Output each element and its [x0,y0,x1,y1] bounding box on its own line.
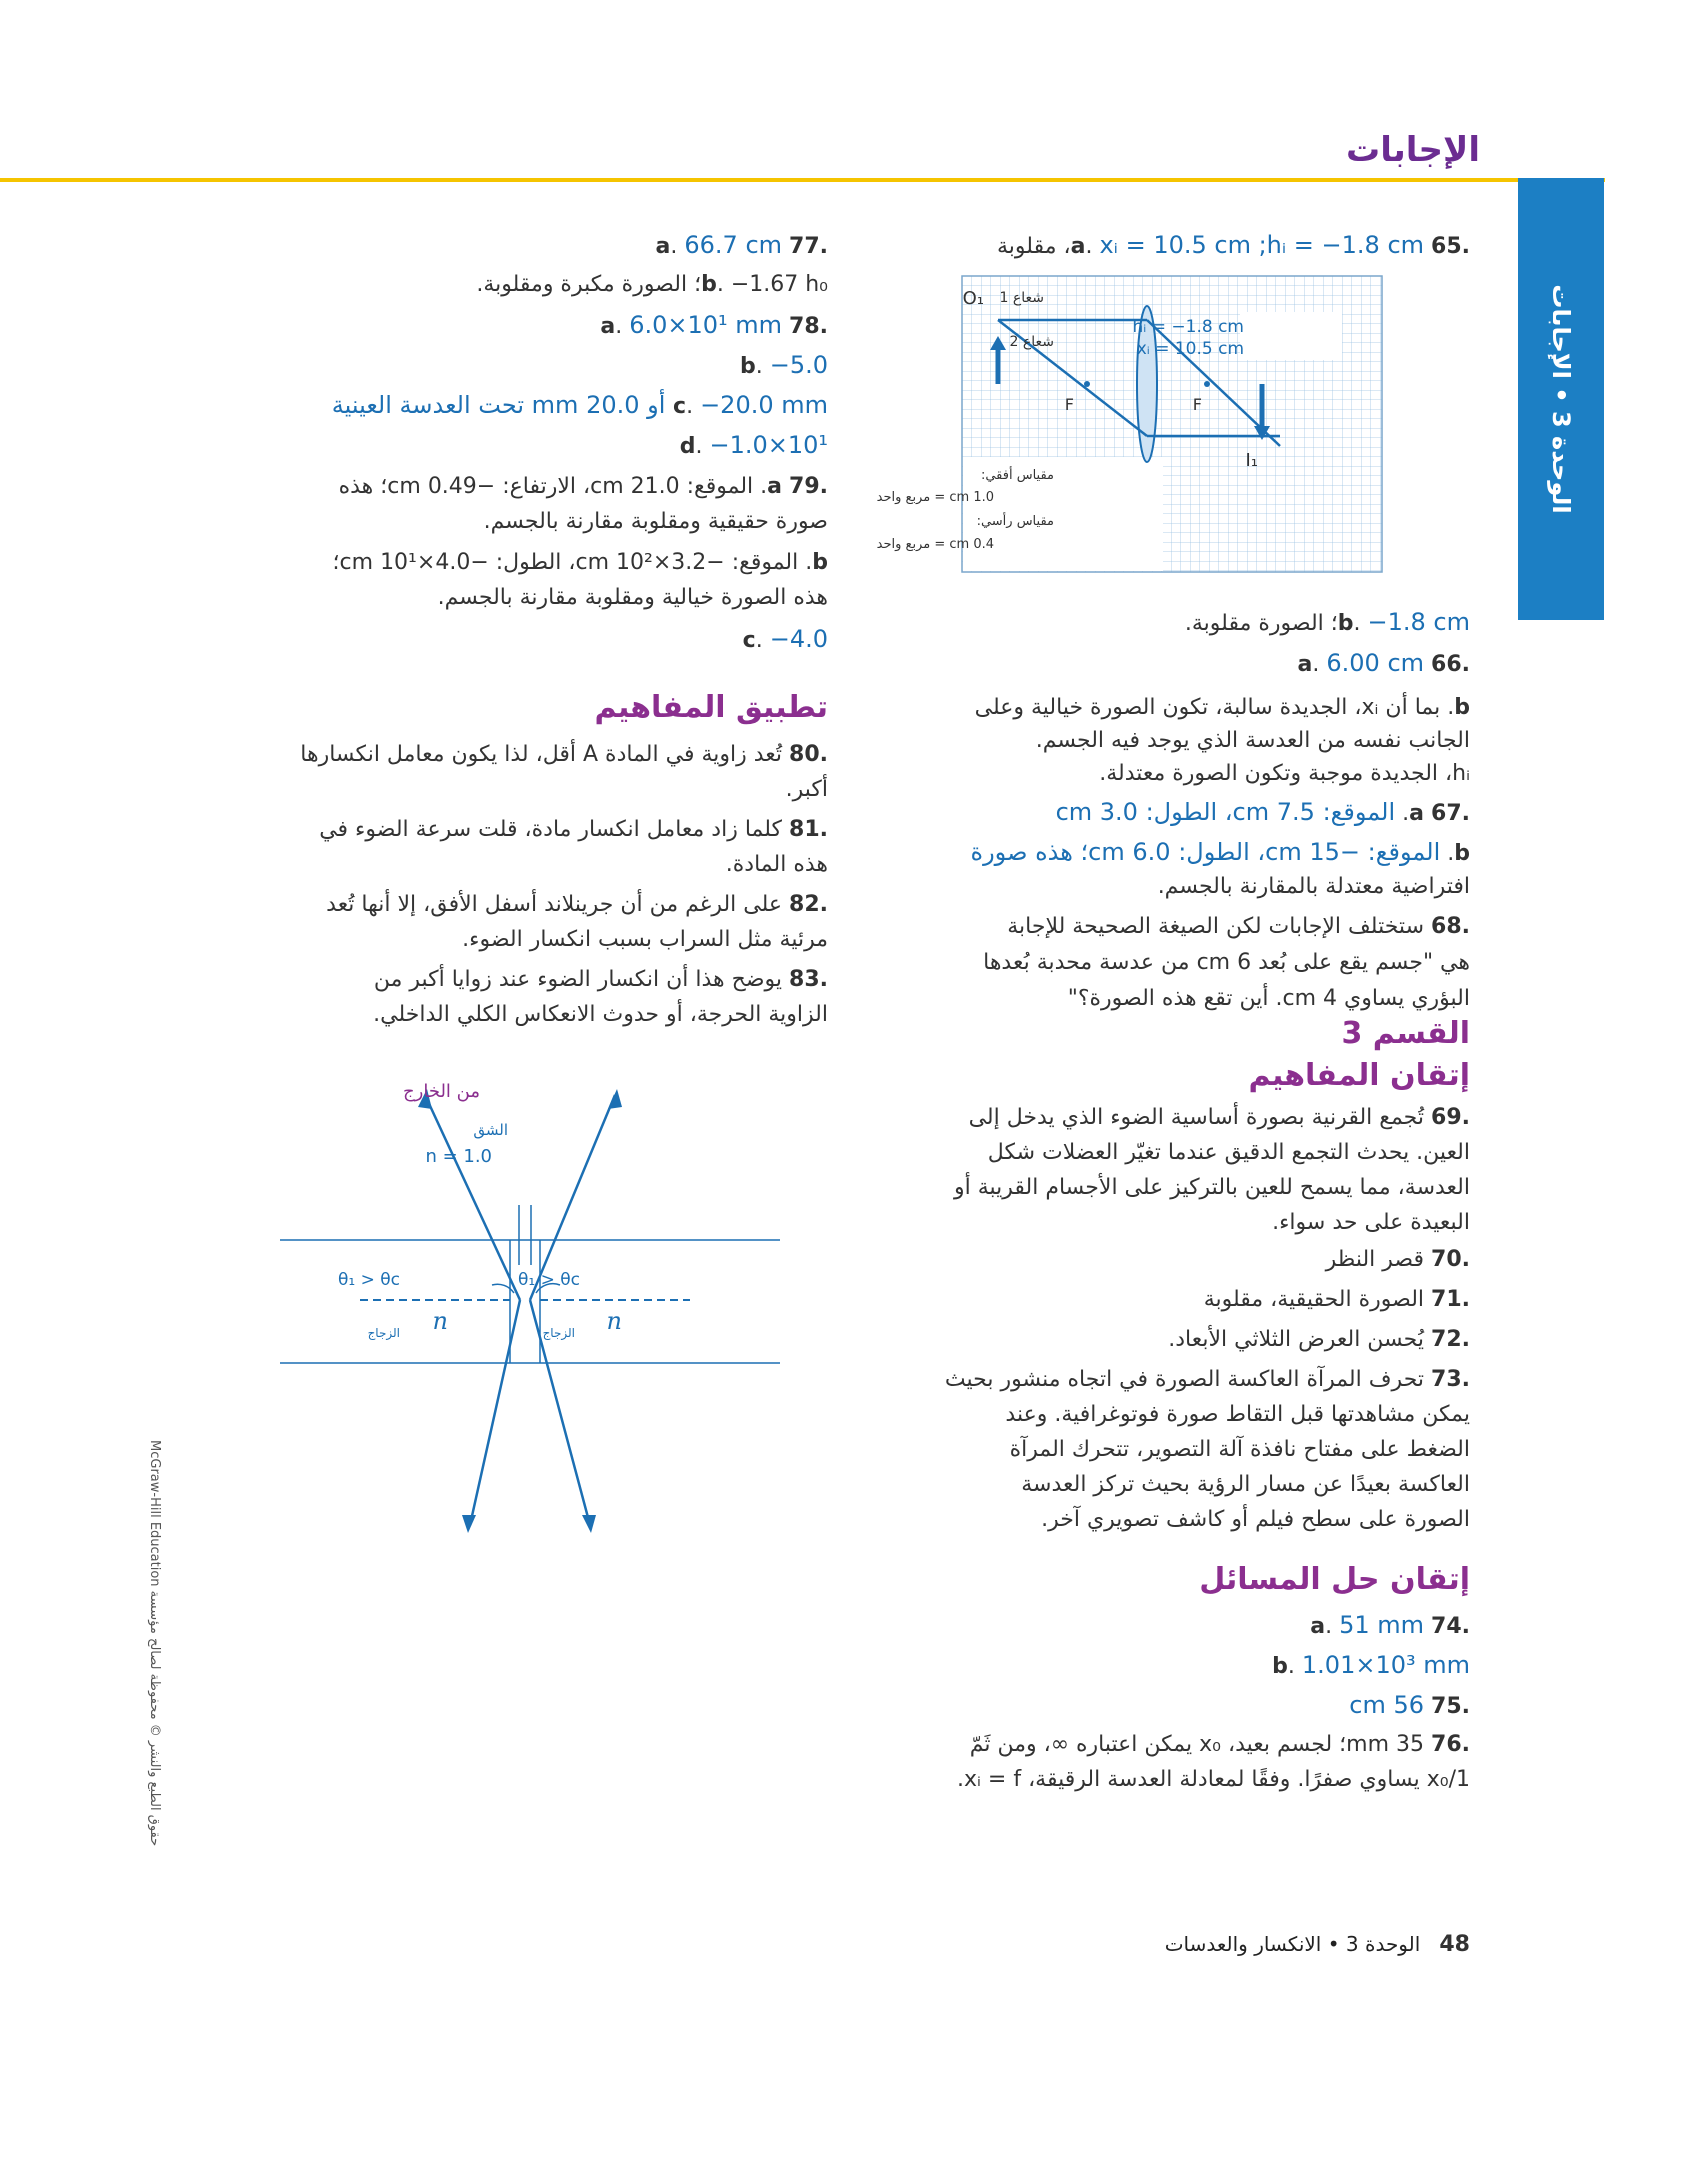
focal-left-label: F [1064,395,1074,414]
ray-2-label: شعاع 2 [1009,334,1054,350]
image-distance-label: xᵢ = 10.5 cm [1136,339,1244,359]
answer-68-line3: البؤري يساوي 4 cm. أين تقع هذه الصورة؟" [1067,986,1470,1011]
answer-73-line3: الضغط على مفتاح نافذة آلة التصوير، تتحرك المرآة [1009,1437,1470,1462]
answer-65b: b. −1.8 cm؛ الصورة مقلوبة. [1184,608,1470,636]
page-title: الإجابات [1346,130,1480,170]
answer-73-line4: العاكسة بعيدًا عن مسار الرؤية بحيث تركز العدسة [1021,1472,1470,1497]
page-number: 48 [1439,1932,1470,1957]
answer-67b-line1: b. الموقع: −15 cm، الطول: 6.0 cm؛ هذه صورة [970,838,1470,866]
answer-81-line2: هذه المادة. [725,852,828,877]
glass-label-left: الزجاج [367,1326,400,1340]
answer-letter: b [1337,611,1354,636]
answer-value: الموقع: 7.5 cm، الطول: 3.0 cm [1055,798,1396,826]
answer-79b-line1: b. الموقع: −3.2×10² cm، الطول: −4.0×10¹ cm؛ [332,550,828,575]
answer-66b-line2: الجانب نفسه من العدسة الذي يوجد فيه الجسم. [1035,728,1470,753]
answer-68-line1: .68 ستختلف الإجابات لكن الصيغة الصحيحة للإجابة [1007,914,1470,939]
answer-67b-line2: افتراضية معتدلة بالمقارنة بالجسم. [1157,874,1470,899]
focal-right-label: F [1192,395,1202,414]
lens-ray-diagram [876,276,1382,572]
answer-78d: d. −1.0×10¹ [679,431,828,459]
focal-point-left [1084,381,1090,387]
answer-text: ؛ الصورة مقلوبة. [1184,611,1338,636]
answer-80-line2: أكبر. [785,777,828,802]
answer-72: .72 يُحسن العرض الثلاثي الأبعاد. [1168,1327,1470,1352]
answer-78a: .78 a. 6.0×10¹ mm [600,311,828,339]
answer-74a: .74 a. 51 mm [1310,1611,1470,1639]
scale-vertical-title: مقياس رأسي: [976,514,1054,529]
scale-horizontal-title: مقياس أفقي: [980,468,1054,483]
answer-76-line2: 1/x₀ يساوي صفرًا. وفقًا لمعادلة العدسة الرقيقة، xᵢ = f. [956,1767,1470,1792]
footer-chapter: الوحدة 3 • الانكسار والعدسات [1164,1932,1421,1956]
scale-horizontal-value: 1.0 cm = مربع واحد [876,490,994,505]
answer-65a: .65 a. xᵢ = 10.5 cm ;hᵢ = −1.8 cm، مقلوبة [997,231,1470,259]
answer-73-line1: .73 تحرف المرآة العاكسة الصورة في اتجاه منشور بحيث [944,1367,1470,1392]
section-heading: القسم 3 [1341,1016,1470,1051]
answer-82-line1: .82 على الرغم من أن جرينلاند أسفل الأفق، إلا أنها تُعد [326,892,828,917]
answer-73-line2: يمكن مشاهدتها قبل التقاط صورة فوتوغرافية. وعند [1005,1402,1470,1427]
angle-right-label: θ₁ > θc [517,1270,580,1290]
answer-number: .66 [1431,652,1470,677]
applying-concepts-heading: تطبيق المفاهيم [594,690,828,725]
answer-81-line1: .81 كلما زاد معامل انكسار مادة، قلت سرعة الضوء في [319,817,828,842]
outside-index-label: n = 1.0 [425,1146,492,1167]
answer-83-line1: .83 يوضح هذا أن انكسار الضوء عند زوايا أكبر من [373,967,828,992]
object-label: O₁ [962,288,984,309]
answer-67a: .67 a. الموقع: 7.5 cm، الطول: 3.0 cm [1055,798,1470,826]
answer-82-line2: مرئية مثل السراب بسبب انكسار الضوء. [462,927,828,952]
answer-79c: c. −4.0 [742,625,828,653]
answer-77b: b. −1.67 h₀؛ الصورة مكبرة ومقلوبة. [476,272,828,297]
answer-number: .67 [1431,801,1470,826]
answer-value: −1.8 cm [1367,608,1470,636]
answer-value: xᵢ = 10.5 cm ;hᵢ = −1.8 cm [1099,231,1425,259]
answer-78b: b. −5.0 [739,351,828,379]
answer-78c: c. −20.0 mm أو 20.0 mm تحت العدسة العينية [331,391,828,419]
answer-70: .70 قصر النظر [1325,1247,1470,1272]
answer-letter: a [1070,234,1086,259]
arrowhead-right-out [582,1515,596,1533]
answer-74b: b. 1.01×10³ mm [1272,1651,1470,1679]
answer-68-line2: هي "جسم يقع على بُعد 6 cm من عدسة محدبة بُعدها [983,950,1470,975]
focal-point-right [1204,381,1210,387]
answer-text: مقلوبة [997,234,1057,259]
glass-label-right: الزجاج [542,1326,575,1340]
answer-76-line1: .76 35 mm؛ لجسم بعيد، x₀ يمكن اعتباره ∞، ومن ثَمّ [969,1732,1470,1757]
answer-77a: .77 a. 66.7 cm [655,231,828,259]
answer-71: .71 الصورة الحقيقية، مقلوبة [1203,1287,1470,1312]
answer-69-line3: العدسة، مما يسمح للعين بالتركيز على الأجسام القريبة أو [953,1175,1470,1200]
side-tab-label: الوحدة 3 • الإجابات [1547,284,1575,514]
answer-79a-line2: صورة حقيقية ومقلوبة مقارنة بالجسم. [483,509,828,534]
unit-side-tab [1518,178,1604,620]
answer-number: .65 [1431,234,1470,259]
glass-index-right: n [606,1307,622,1335]
answer-73-line5: الصورة على سطح فيلم أو كاشف تصويري آخر. [1041,1507,1470,1532]
answer-75: .75 56 cm [1349,1691,1470,1719]
arrowhead-left-out [462,1515,476,1533]
image-label: I₁ [1245,450,1258,471]
image-label-box [1240,312,1342,360]
header-divider [0,178,1605,182]
answer-69-line2: العين. يحدث التجمع الدقيق عندما تغيّر العضلات شكل [987,1140,1470,1165]
arrowhead-right-in [608,1089,622,1109]
angle-left-label: θ₁ > θc [337,1270,400,1290]
slit-label: الشق [473,1121,508,1139]
image-height-label: hᵢ = −1.8 cm [1132,317,1244,337]
outside-label: من الخارج [403,1081,480,1102]
answer-69-line1: .69 تُجمع القرنية بصورة أساسية الضوء الذي يدخل إلى [968,1105,1470,1130]
ray-1-label: شعاع 1 [999,290,1044,306]
page-footer [1165,1932,1470,1957]
answer-66b-line3: hᵢ، الجديدة موجبة وتكون الصورة معتدلة. [1099,761,1470,786]
glass-index-left: n [432,1307,448,1335]
answer-80-line1: .80 تُعد زاوية في المادة A أقل، لذا يكون معامل انكسارها [300,742,828,767]
answer-66b-line1: b. بما أن xᵢ، الجديدة سالبة، تكون الصورة خيالية وعلى [974,695,1470,720]
copyright-notice: McGraw-Hill Education حقوق الطبع والنشر © محفوظة لصالح مؤسسة [147,1440,162,1847]
ray-left-outgoing [470,1300,520,1525]
answer-79b-line2: هذه الصورة خيالية ومقلوبة مقارنة بالجسم. [437,585,828,610]
scale-vertical-value: 0.4 cm = مربع واحد [876,537,994,552]
mastering-concepts-heading: إتقان المفاهيم [1248,1058,1470,1093]
mastering-problems-heading: إتقان حل المسائل [1199,1562,1470,1597]
answer-79a-line1: .79 a. الموقع: 21.0 cm، الارتفاع: −0.49 cm؛ هذه [338,474,828,499]
answer-value: 6.00 cm [1326,649,1425,677]
answer-66a: .66 a. 6.00 cm [1297,649,1470,677]
answer-83-line2: الزاوية الحرجة، أو حدوث الانعكاس الكلي الداخلي. [373,1002,828,1027]
answer-69-line4: البعيدة على حد سواء. [1272,1210,1470,1235]
total-internal-reflection-diagram [270,1081,790,1535]
